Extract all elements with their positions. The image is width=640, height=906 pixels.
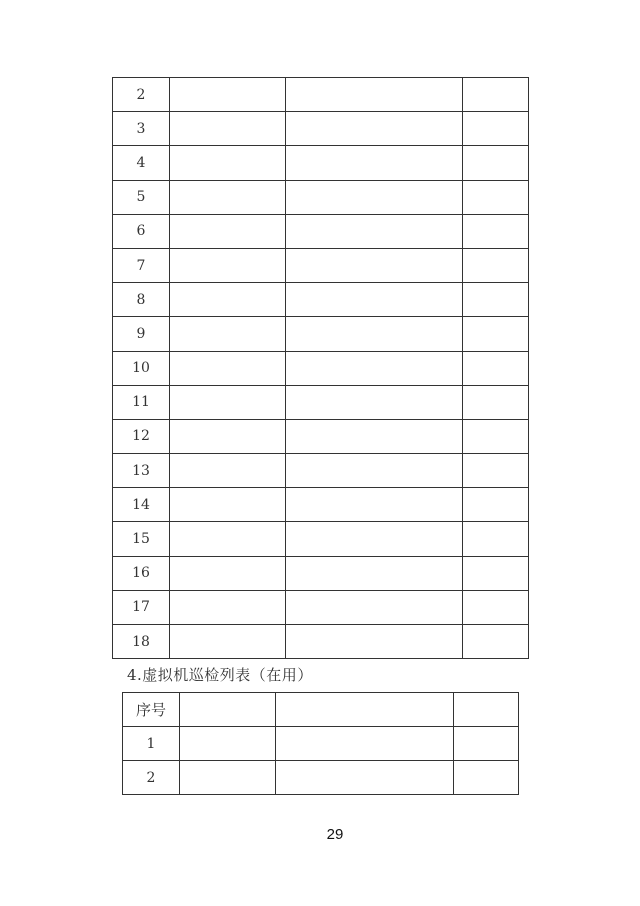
- table-cell: [170, 351, 286, 385]
- table-cell: [463, 351, 529, 385]
- table-row: [113, 590, 529, 624]
- table-row: [113, 78, 529, 112]
- table-cell: [463, 419, 529, 453]
- table-cell: [170, 317, 286, 351]
- table-row: [123, 761, 519, 795]
- table-row: [113, 419, 529, 453]
- table-row: [113, 488, 529, 522]
- row-number-cell: 14: [113, 488, 170, 522]
- row-number-cell: 9: [113, 317, 170, 351]
- row-number-cell: 5: [113, 180, 170, 214]
- table-cell: [463, 317, 529, 351]
- header-cell: [454, 693, 519, 727]
- table-cell: [463, 214, 529, 248]
- table-cell: [286, 454, 463, 488]
- header-cell-no: 序号: [123, 693, 180, 727]
- table-cell: [180, 727, 276, 761]
- table-cell: [286, 590, 463, 624]
- table-cell: [286, 556, 463, 590]
- table-cell: [170, 488, 286, 522]
- header-cell: [180, 693, 276, 727]
- table-cell: [286, 351, 463, 385]
- table-row: [113, 214, 529, 248]
- table-cell: [454, 761, 519, 795]
- table-cell: [286, 522, 463, 556]
- table-cell: [463, 488, 529, 522]
- table-cell: [286, 214, 463, 248]
- row-number-cell: 2: [113, 78, 170, 112]
- table-cell: [170, 625, 286, 659]
- row-number-cell: 8: [113, 283, 170, 317]
- table-cell: [286, 419, 463, 453]
- table-row: [113, 556, 529, 590]
- table-cell: [463, 112, 529, 146]
- table-row: [123, 727, 519, 761]
- table-row: [113, 248, 529, 282]
- header-row: [123, 693, 519, 727]
- row-number-cell: 11: [113, 385, 170, 419]
- row-number-cell: 17: [113, 590, 170, 624]
- table-cell: [180, 761, 276, 795]
- section-heading: 4.虚拟机巡检列表（在用）: [127, 666, 313, 684]
- table-cell: [170, 112, 286, 146]
- table-row: [113, 385, 529, 419]
- table-cell: [286, 112, 463, 146]
- table-cell: [463, 590, 529, 624]
- table-cell: [170, 454, 286, 488]
- page-number: 29: [326, 826, 344, 843]
- row-number-cell: 2: [123, 761, 180, 795]
- table-cell: [170, 385, 286, 419]
- table-cell: [463, 146, 529, 180]
- table-cell: [286, 488, 463, 522]
- vm-inspection-table: [122, 692, 519, 795]
- table-cell: [286, 146, 463, 180]
- row-number-cell: 16: [113, 556, 170, 590]
- table-cell: [276, 727, 454, 761]
- row-number-cell: 7: [113, 248, 170, 282]
- table-cell: [286, 248, 463, 282]
- table-cell: [170, 522, 286, 556]
- table-cell: [463, 625, 529, 659]
- table-row: [113, 112, 529, 146]
- row-number-cell: 1: [123, 727, 180, 761]
- table-cell: [286, 385, 463, 419]
- table-cell: [463, 454, 529, 488]
- table-cell: [463, 522, 529, 556]
- table-row: [113, 317, 529, 351]
- continued-inspection-table: [112, 77, 529, 659]
- table-cell: [170, 146, 286, 180]
- table-cell: [286, 625, 463, 659]
- table-cell: [170, 214, 286, 248]
- row-number-cell: 13: [113, 454, 170, 488]
- table-cell: [463, 556, 529, 590]
- row-number-cell: 6: [113, 214, 170, 248]
- table-cell: [286, 283, 463, 317]
- table-row: [113, 454, 529, 488]
- table-cell: [463, 385, 529, 419]
- table-row: [113, 522, 529, 556]
- table-cell: [276, 761, 454, 795]
- table-cell: [170, 180, 286, 214]
- row-number-cell: 12: [113, 419, 170, 453]
- row-number-cell: 15: [113, 522, 170, 556]
- table-row: [113, 180, 529, 214]
- table-cell: [170, 248, 286, 282]
- table-cell: [170, 78, 286, 112]
- continued-table-body: [113, 78, 529, 659]
- row-number-cell: 4: [113, 146, 170, 180]
- table-cell: [170, 590, 286, 624]
- table-cell: [286, 180, 463, 214]
- table-cell: [463, 248, 529, 282]
- table-cell: [286, 78, 463, 112]
- row-number-cell: 18: [113, 625, 170, 659]
- table-cell: [463, 78, 529, 112]
- table-cell: [170, 419, 286, 453]
- table-cell: [463, 283, 529, 317]
- table-cell: [286, 317, 463, 351]
- table-cell: [170, 556, 286, 590]
- table-row: [113, 146, 529, 180]
- table-row: [113, 283, 529, 317]
- table-cell: [463, 180, 529, 214]
- table-cell: [170, 283, 286, 317]
- table-row: [113, 625, 529, 659]
- row-number-cell: 3: [113, 112, 170, 146]
- header-cell: [276, 693, 454, 727]
- vm-table-body: [123, 693, 519, 795]
- table-cell: [454, 727, 519, 761]
- row-number-cell: 10: [113, 351, 170, 385]
- table-row: [113, 351, 529, 385]
